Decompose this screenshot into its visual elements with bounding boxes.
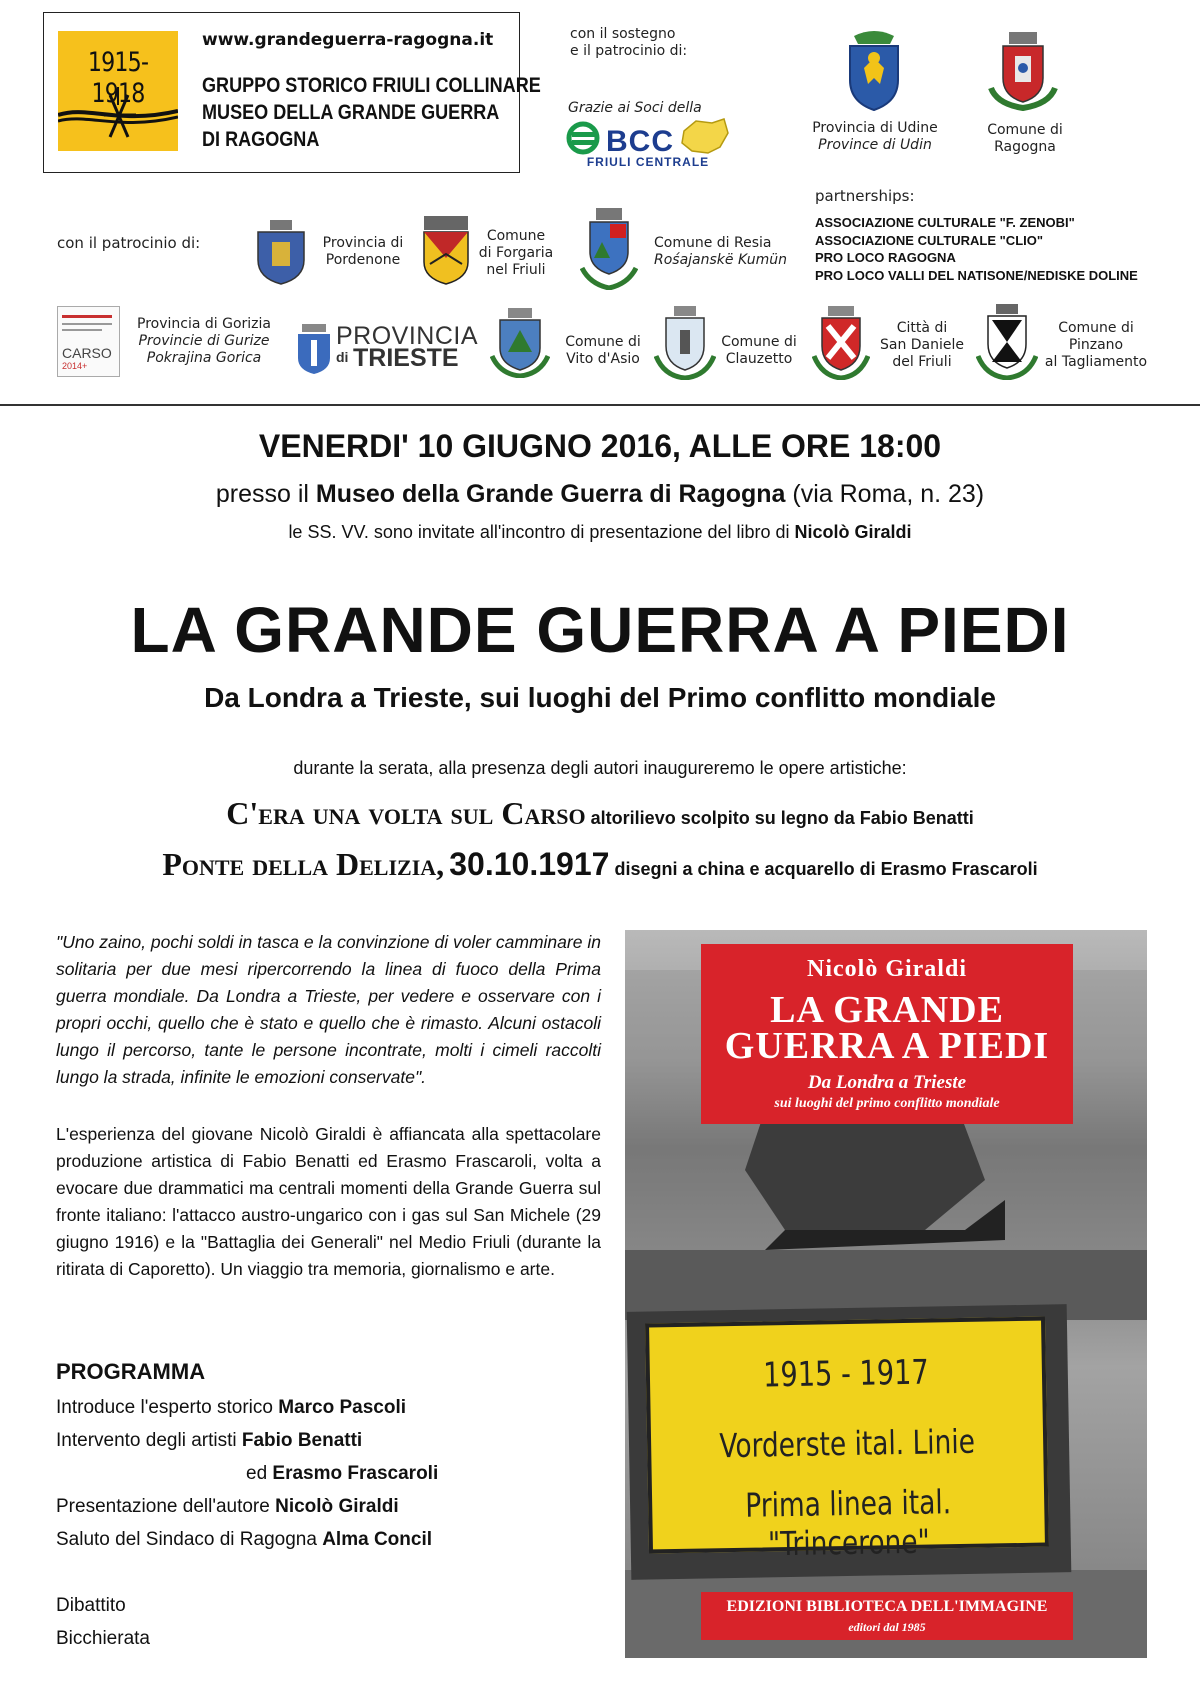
artwork-1-desc: altorilievo scolpito su legno da Fabio Benatti — [590, 808, 974, 828]
programme-item: ed Erasmo Frascaroli — [246, 1463, 439, 1484]
cover-title: LA GRANDE GUERRA A PIEDI — [724, 989, 1050, 1067]
udine-label: Provincia di Udine Province di Udin — [812, 120, 938, 153]
san-daniele-crest-icon — [812, 306, 870, 380]
clauzetto-crest-icon — [654, 306, 716, 380]
programme-item: Saluto del Sindaco di Ragogna Alma Concil — [56, 1529, 433, 1550]
programme-item: Intervento degli artisti Fabio Benatti — [56, 1430, 363, 1451]
artwork-2-date: 30.10.1917 — [449, 846, 610, 882]
museum-logo-box — [43, 12, 541, 173]
pinzano-label: Comune di Pinzano al Tagliamento — [1044, 320, 1148, 370]
vito-dasio-label: Comune di Vito d'Asio — [565, 334, 641, 367]
cover-publisher-sub: editori dal 1985 — [848, 1620, 926, 1634]
partners-list — [815, 214, 1138, 284]
organization-name: GRUPPO STORICO FRIULI COLLINARE MUSEO DELLA GRANDE GUERRA DI RAGOGNA — [202, 74, 541, 151]
gorizia-label: Provincia di Gorizia Provincie di Gurize Pokrajina Gorica — [137, 316, 271, 366]
trieste-di: di — [336, 349, 349, 365]
cover-title-box — [701, 944, 1073, 1124]
website-url[interactable]: www.grandeguerra-ragogna.it — [202, 30, 494, 50]
event-date: VENERDI' 10 GIUGNO 2016, ALLE ORE 18:00 — [258, 428, 942, 464]
book-title: LA GRANDE GUERRA A PIEDI — [130, 594, 1070, 666]
carso-logo — [57, 306, 120, 377]
resia-crest-icon — [580, 206, 638, 290]
support-label: con il sostegno e il patrocinio di: — [570, 26, 688, 59]
barbed-wire-icon — [58, 75, 178, 151]
trieste-name: TRIESTE — [353, 344, 459, 372]
udine-crest-icon — [840, 28, 908, 112]
programme-item: Presentazione dell'autore Nicolò Giraldi — [56, 1496, 399, 1517]
artwork-1 — [0, 795, 1200, 832]
logo-years: 1915-1918 — [87, 47, 149, 109]
friuli-map-icon — [678, 117, 730, 157]
resia-label: Comune di Resia Rośajanskë Kumün — [654, 235, 788, 268]
partner-item: ASSOCIAZIONE CULTURALE "CLIO" — [815, 232, 1044, 248]
cover-author: Nicolò Giraldi — [807, 956, 967, 982]
bcc-subtitle: FRIULI CENTRALE — [586, 155, 710, 169]
thanks-label: Grazie ai Soci della — [568, 100, 702, 116]
artwork-2-desc: disegni a china e acquarello di Erasmo Frascaroli — [614, 859, 1038, 879]
partner-item: ASSOCIAZIONE CULTURALE "F. ZENOBI" — [815, 215, 1075, 230]
sign-years: 1915 - 1917 — [762, 1352, 930, 1396]
book-subtitle: Da Londra a Trieste, sui luoghi del Primo conflitto mondiale — [204, 682, 996, 713]
cover-publisher-box — [701, 1592, 1073, 1640]
pinzano-crest-icon — [976, 304, 1038, 380]
cover-publisher: EDIZIONI BIBLIOTECA DELL'IMMAGINE — [726, 1598, 1048, 1615]
partnerships-label: partnerships: — [815, 187, 915, 205]
sign-italian-text: Prima linea ital. "Trincerone" — [744, 1482, 952, 1564]
bcc-letters: BCC — [606, 125, 674, 158]
programme-item: Dibattito — [56, 1595, 126, 1616]
clauzetto-label: Comune di Clauzetto — [721, 334, 797, 367]
trench-sign — [645, 1317, 1049, 1564]
book-cover — [625, 930, 1147, 1658]
forgaria-label: Comune di Forgaria nel Friuli — [478, 228, 554, 278]
vito-dasio-crest-icon — [490, 308, 550, 378]
trieste-crest-icon — [296, 324, 332, 374]
carso-sub: 2014+ — [62, 361, 88, 371]
san-daniele-label: Città di San Daniele del Friuli — [879, 320, 965, 370]
book-quote: "Uno zaino, pochi soldi in tasca e la convinzione di voler camminare in solitaria per due mesi ripercorrendo la linea di fuoco della Prima guerra mondiale. Da Londra a Trieste, per vedere e osservare con i propri occhi, quello che è stato e quello che è rimasto. Alcuni ostacoli lungo il percorso, tante le persone incontrate, molti i cimeli raccolti lungo la strada, infinite le emozioni conservate". — [56, 932, 601, 1087]
trieste-title: PROVINCIA — [336, 322, 479, 350]
description-paragraph: L'esperienza del giovane Nicolò Giraldi è affiancata alla spettacolare produzione artistica di Fabio Benatti ed Erasmo Frascaroli, volta a evocare due drammatici ma centrali momenti della Grande Guerra sul fronte italiano: l'attacco austro-ungarico con i gas sul San Michele (29 giugno 1916) e la "Battaglia dei Generali" nel Medio Friuli (durante la ritirata di Caporetto). Un viaggio tra memoria, giornalismo e arte. — [56, 1124, 601, 1279]
ragogna-label: Comune di Ragogna — [987, 122, 1063, 155]
forgaria-crest-icon — [420, 214, 472, 286]
cover-subtitle-2: sui luoghi del primo conflitto mondiale — [774, 1096, 1000, 1111]
pordenone-label: Provincia di Pordenone — [322, 235, 404, 268]
cover-subtitle: Da Londra a Trieste — [807, 1072, 967, 1093]
patronage-label: con il patrocinio di: — [57, 234, 201, 252]
bcc-logo — [566, 115, 730, 169]
carso-text: CARSO — [62, 345, 112, 361]
header-divider — [0, 404, 1200, 406]
artwork-2-title: Ponte della Delizia, — [162, 846, 445, 882]
sign-german-text: Vorderste ital. Linie — [719, 1421, 976, 1466]
bcc-mark-icon — [566, 121, 604, 155]
artworks-intro: durante la serata, alla presenza degli autori inaugureremo le opere artistiche: — [293, 758, 907, 778]
pordenone-crest-icon — [252, 218, 310, 286]
event-invite: le SS. VV. sono invitate all'incontro di presentazione del libro di Nicolò Giraldi — [288, 522, 912, 542]
programme-item: Introduce l'esperto storico Marco Pascoli — [56, 1397, 407, 1418]
trieste-logo — [296, 322, 479, 374]
ragogna-crest-icon — [987, 28, 1059, 112]
event-venue: presso il Museo della Grande Guerra di Ragogna (via Roma, n. 23) — [215, 480, 985, 508]
artwork-2 — [0, 846, 1200, 883]
partner-item: PRO LOCO VALLI DEL NATISONE/NEDISKE DOLINE — [815, 267, 1138, 283]
programme-item: Bicchierata — [56, 1628, 150, 1649]
partner-item: PRO LOCO RAGOGNA — [815, 250, 956, 265]
artwork-1-title: C'era una volta sul Carso — [226, 795, 586, 831]
programme-heading: PROGRAMMA — [56, 1359, 206, 1384]
museum-logo — [58, 31, 178, 151]
